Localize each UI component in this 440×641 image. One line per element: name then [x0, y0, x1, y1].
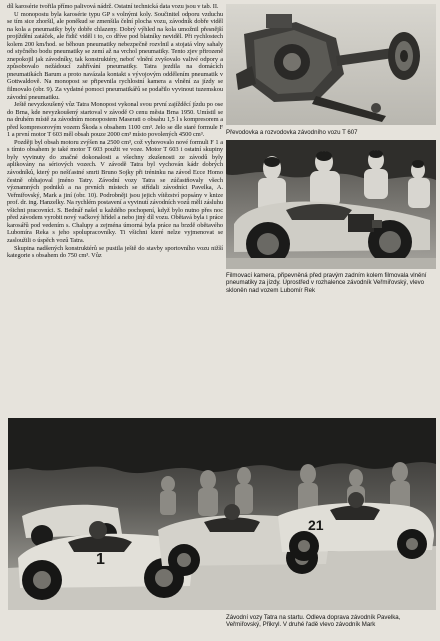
race-start-photo-caption: Závodní vozy Tatra na startu. Odleva doprava závodník Pavelka, Veřmiřovský, Přikryl. V druhé řadě vlevo závodník Mark — [226, 614, 401, 629]
camera-car-photo — [226, 140, 436, 269]
gearbox-photo — [226, 4, 436, 125]
gearbox-photo-caption: Převodovka a rozvodovka závodního vozu T 607 — [226, 129, 358, 136]
race-start-photo — [8, 418, 436, 610]
race-number-right: 21 — [308, 517, 324, 533]
article-paragraph: U monopostu byla karosérie typu GP s volnými koly. Součinitel odporu vzduchu se tím sice zhoršil, ale poněkud se zmenšila čelní plocha vozu, závodník dobře viděl na kola a pneumatiky byly dobře chlazeny. Dobrý výhled na kola umožnil přesnější projíždění zatáček, ale řidič viděl i to, co dříve pod blatníky neviděl. Při rychlostech kolem 200 km/hod. se běhoun pneumatiky nebezpečně rozvlnil a stojatá vlny sahaly od styčného bodu pneumatiky se zemí až na vrchol pneumatiky. Tento zjev přirozeně znepokojil jak závodníky, tak konstruktéry, neboť vlnění zvyšovalo valivé odpory a způsobovalo nežádoucí zahřívání pneumatiky. Tatra jezdila na domácích pneumatikách Barum a proto navázala kontakt s vývojovým oddělením pneumatik v Gottwaldově. Na monopost se připevnila rychlostní kamera a vlnění za jízdy se filmovalo (obr. 9). Za vydatné pomoci pneumatikářů se podařilo vyvinout tuzemskou závodní pneumatiku. — [7, 10, 223, 101]
article-paragraph: díl karosérie tvořila přímo palivová nádrž. Ostatní technická data vozu jsou v tab. II. — [7, 3, 219, 10]
article-text-column — [7, 3, 223, 388]
article-paragraph: Později byl obsah motoru zvýšen na 2500 cm³, což vyhovovalo nové formuli F 1 a s tímto obsahem je také motor T 603 použit ve voze. Motor T 603 i ostatní skupiny byly vyvinuty do značné dokonalosti a všechny zkušenosti ze závodů byly aplikovány na sériových vozech. V závodě Tatra byl vychován kádr dobrých závodníků, který po nešťastné smrti Bruno Sojky při tréninku na závod Ecce Homo čestně obhajoval jméno Tatry. Závodní vozy Tatra se zúčastňovaly všech významných podniků a na prvních místech se střídali závodníci Pavelka, A. Veřmiřovský, Mark a jiní (obr. 10). Podrobněji jsou jejich vítězství popsány v knize prof. dr. ing. Hanzelky. Na rychlém postavení a vyvinutí závodních vozů měli zásluhu všichni pracovníci. S. Bednář našel u každého pochopení, když bylo nutno přes noc před závodem vyrobit nový vačkový hřídel a nebo jiný díl vozu. Obětavá byla i práce karosářů pod vedením s. Chalupy a zejména úmorná byla práce na brzdě obětavého Lubomíra Reka s jeho spolupracovníky. Ti všichni které nelze vyjmenovat se zasloužili o úspěch vozů Tatra. — [7, 138, 223, 244]
article-paragraph: Skupina nadšených konstruktérů se pustila ještě do stavby sportovního vozu nižší kategorie s obsahem do 750 cm³. Vůz — [7, 244, 223, 260]
race-number-front: 1 — [96, 551, 105, 568]
article-paragraph: Ještě nevyzkoušený vůz Tatra Monopost vykonal svou první zajížděcí jízdu po ose do Brna, kde nevyzkoušený startoval v závodě O cenu města Brna 1950. Umístil se na druhém místě za závodním monopostem Maserati o obsahu 1,5 l s kompresorem a před kompresorovým vozem Škoda s obsahem 1100 cm³. Jelo se dle staré formule F 1 a první motor T 603 měl obsah pouze 2000 cm³ místo povolených 4500 cm³. — [7, 101, 223, 139]
camera-car-photo-caption: Filmovací kamera, připevněná před pravým zadním kolem filmovala vlnění pneumatiky za jízdy. Uprostřed v rozhalence závodník Veřmiřovský, vlevo skloněn nad vozem Lubomír Rek — [226, 272, 427, 294]
